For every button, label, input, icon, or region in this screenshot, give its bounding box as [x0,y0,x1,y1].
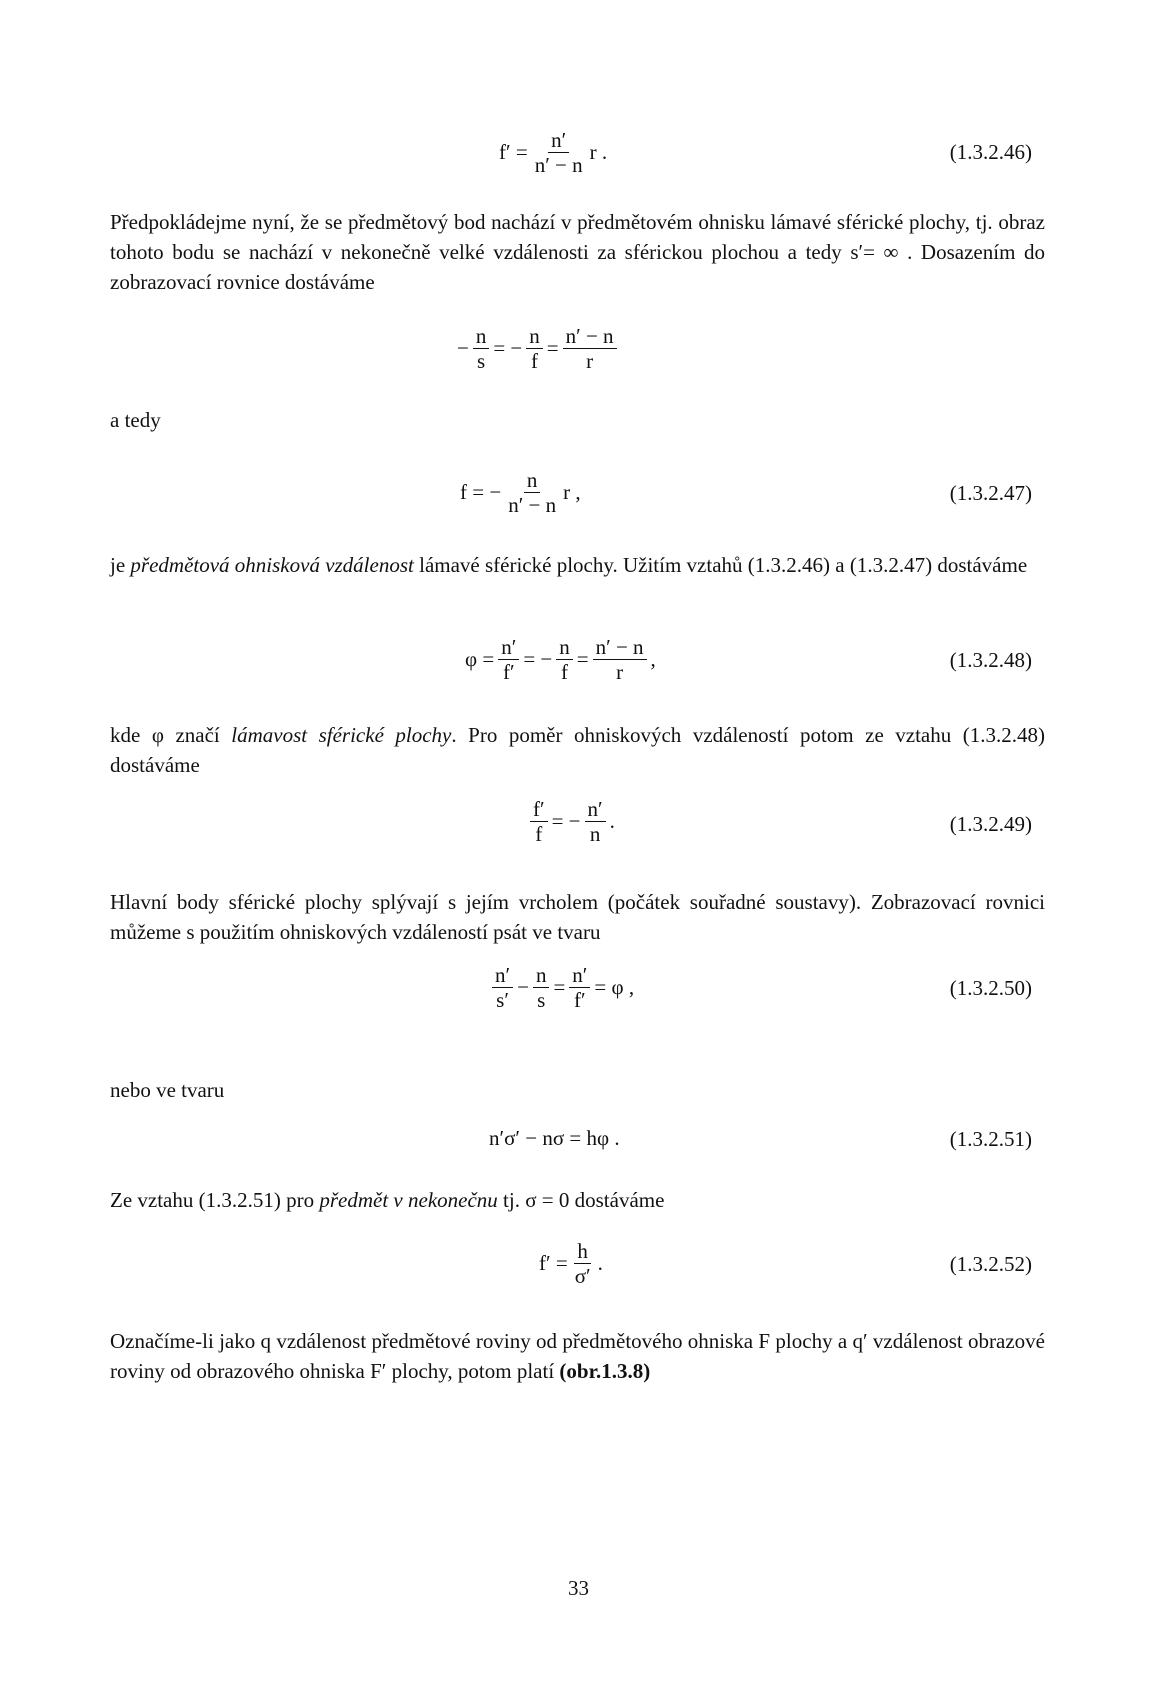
eq47-lhs: f = − [460,480,502,504]
equation-number-52: (1.3.2.52) [949,1252,1032,1276]
para3-post: . Pro poměr ohniskových vzdáleností potom ze vztahu (1.3.2.48) dostáváme [110,723,1045,777]
para5-emphasis: předmět v nekonečnu [319,1188,498,1212]
paragraph-focal-distances-q [110,1326,1045,1386]
eq47-denominator: n′ − n [508,493,557,517]
eq50-f3-num: n′ [569,963,590,988]
paragraph-object-infinity [110,1185,1045,1215]
eqA-fraction-1 [473,324,490,373]
eq50-tail: = φ , [594,975,635,999]
eq50-f2-den: s [537,988,546,1012]
eq50-f3-den: f′ [574,988,586,1012]
eq48-f1-num: n′ [498,635,519,660]
eq49-fraction-1 [530,797,548,846]
text-nebo-ve-tvaru: nebo ve tvaru [110,1078,225,1102]
eq49-f1-num: f′ [530,797,548,822]
eq48-f1-den: f′ [502,660,515,684]
eq49-f2-den: n [589,822,601,846]
eqA-eq1: = − [493,336,523,360]
eqA-f2-num: n [526,324,543,349]
eq52-lhs: f′ = [539,1251,568,1275]
para3-pre: kde φ značí [110,723,232,747]
equation-number-47: (1.3.2.47) [949,481,1032,505]
eq46-denominator: n′ − n [534,153,583,177]
para5-pre: Ze vztahu (1.3.2.51) pro [110,1188,320,1212]
eq52-denominator: σ′ [574,1264,591,1288]
eq48-fraction-3 [593,635,647,684]
figure-reference: (obr.1.3.8) [559,1359,651,1383]
para2-post: lámavé sférické plochy. Užitím vztahů (1.3.2.46) a (1.3.2.47) dostáváme [413,553,1028,577]
paragraph-focal-length [110,550,1045,580]
para2-emphasis: předmětová ohnisková vzdálenost [130,553,414,577]
eq46-fraction [532,128,586,177]
eqA-f3-den: r [586,349,594,373]
paragraph-refractive-power [110,720,1045,780]
eq48-lhs: φ = [465,647,495,671]
para5-post: tj. σ = 0 dostáváme [497,1188,665,1212]
eq48-fraction-1 [498,635,519,684]
equation-1-3-2-48 [463,635,658,684]
eq50-f2-num: n [533,963,550,988]
eqA-fraction-3 [563,324,617,373]
eq48-f2-den: f [561,660,568,684]
page-number: 33 [568,1576,589,1600]
paragraph-principal-points: Hlavní body sférické plochy splývají s jejím vrcholem (počátek souřadné soustavy). Zobrazovací rovnici můžeme s použitím ohniskových vzdáleností psát ve tvaru [110,890,1045,944]
eqA-f1-num: n [473,324,490,349]
paragraph-focus-object: Předpokládejme nyní, že se předmětový bod nachází v předmětovém ohnisku lámavé sférické plochy, tj. obraz tohoto bodu se nachází v nekonečně velké vzdálenosti za sférickou plochou a tedy s′= ∞ . Dosazením do zobrazovací rovnice dostáváme [110,210,1045,294]
para3-emphasis: lámavost sférické plochy [231,723,452,747]
eq52-tail: . [597,1251,603,1275]
eqA-minus: − [457,336,469,360]
eq50-eq1: = [553,975,566,999]
eq50-op1: − [517,975,529,999]
eq46-lhs: f′ = [499,140,528,164]
para2-pre: je [110,553,131,577]
para6-pre: Označíme-li jako q vzdálenost předmětové roviny od předmětového ohniska F plochy a q′ vzdálenost obrazové roviny od obrazového ohniska F′ plochy, potom platí [110,1329,1045,1383]
eq48-tail: , [650,647,656,671]
eq49-eq1: = − [551,809,581,833]
equation-number-49: (1.3.2.49) [949,812,1032,836]
eq49-tail: . [609,809,615,833]
eq52-numerator: h [574,1239,591,1264]
equation-1-3-2-46 [497,128,609,177]
equation-unnumbered [455,324,619,373]
text-a-tedy: a tedy [110,408,161,432]
eq50-fraction-1 [492,963,513,1012]
equation-1-3-2-50 [490,963,636,1012]
eq52-fraction [572,1239,594,1288]
equation-number-51: (1.3.2.51) [949,1127,1032,1151]
eq47-numerator: n [524,468,541,493]
equation-1-3-2-49 [528,797,617,846]
eq47-fraction [505,468,559,517]
eq48-f3-num: n′ − n [593,635,647,660]
eq48-eq1: = − [523,647,553,671]
eq50-fraction-2 [533,963,550,1012]
eqA-f2-den: f [531,349,539,373]
equation-1-3-2-47 [458,468,583,517]
equation-number-48: (1.3.2.48) [949,648,1032,672]
eq50-fraction-3 [569,963,590,1012]
eq50-f1-num: n′ [492,963,513,988]
eq51-expression: n′σ′ − nσ = hφ . [489,1126,620,1150]
eqA-f3-num: n′ − n [563,324,617,349]
eq46-tail: r . [589,140,608,164]
equation-1-3-2-52 [537,1239,605,1288]
eq49-f1-den: f [535,822,543,846]
eq50-f1-den: s′ [496,988,509,1012]
eq46-numerator: n′ [548,128,569,153]
eq47-tail: r , [563,480,581,504]
eq48-f3-den: r [616,660,624,684]
eq48-fraction-2 [556,635,573,684]
eq49-f2-num: n′ [585,797,606,822]
eq48-eq2: = [576,647,589,671]
equation-number-46: (1.3.2.46) [949,140,1032,164]
equation-number-50: (1.3.2.50) [949,976,1032,1000]
eq49-fraction-2 [585,797,606,846]
eqA-eq2: = [546,336,559,360]
eqA-fraction-2 [526,324,543,373]
equation-1-3-2-51 [487,1126,622,1151]
eqA-f1-den: s [477,349,486,373]
eq48-f2-num: n [556,635,573,660]
